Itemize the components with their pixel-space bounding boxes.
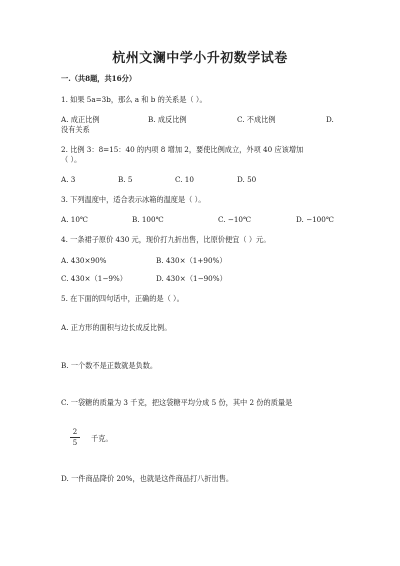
question-5-stem: 5. 在下面的四句话中，正确的是（ ）。 bbox=[61, 294, 184, 303]
question-2-option-a: A. 3 bbox=[61, 175, 76, 184]
fraction bbox=[70, 428, 80, 447]
question-3-stem: 3. 下列温度中，适合表示冰箱的温度是（ ）。 bbox=[61, 195, 206, 204]
page-title: 杭州文澜中学小升初数学试卷 bbox=[112, 51, 288, 66]
question-3-option-c: C. −10℃ bbox=[218, 215, 252, 224]
question-4-stem: 4. 一条裙子原价 430 元，现价打九折出售，比原价便宜（ ）元。 bbox=[61, 235, 271, 244]
question-5-option-d: D. 一件商品降价 20%，也就是这件商品打八折出售。 bbox=[61, 474, 234, 483]
question-3-option-b: B. 100℃ bbox=[132, 215, 164, 224]
question-4-option-d: D. 430×（1−90%） bbox=[156, 274, 227, 283]
question-2-option-d: D. 50 bbox=[237, 175, 257, 184]
question-1-stem: 1. 如果 5a=3b，那么 a 和 b 的关系是（ ）。 bbox=[61, 95, 207, 104]
question-1-option-d-text: 没有关系 bbox=[61, 125, 90, 134]
question-2-stem: 2. 比例 3：8=15：40 的内项 8 增加 2，要使比例成立，外项 40 应该增加 bbox=[61, 145, 304, 154]
question-1-option-d: D. bbox=[326, 115, 334, 124]
question-1-option-a: A. 成正比例 bbox=[61, 115, 100, 124]
question-4-option-b: B. 430×（1+90%） bbox=[156, 256, 227, 265]
fraction-bar bbox=[70, 437, 80, 438]
question-2-stem-cont: （ ）。 bbox=[61, 155, 82, 164]
section-heading: 一.（共8题，共16分） bbox=[61, 74, 137, 83]
question-1-option-c: C. 不成比例 bbox=[237, 115, 276, 124]
question-2-option-c: C. 10 bbox=[175, 175, 194, 184]
fraction-numerator: 2 bbox=[72, 428, 78, 436]
question-5-option-b: B. 一个数不是正数就是负数。 bbox=[61, 361, 158, 370]
question-4-option-a: A. 430×90% bbox=[61, 256, 107, 265]
question-5-option-c-unit: 千克。 bbox=[91, 434, 113, 443]
question-3-option-a: A. 10℃ bbox=[61, 215, 88, 224]
question-1-option-b: B. 成反比例 bbox=[148, 115, 187, 124]
question-5-option-c: C. 一袋糖的质量为 3 千克，把这袋糖平均分成 5 份，其中 2 份的质量是 bbox=[61, 398, 293, 407]
fraction-denominator: 5 bbox=[72, 439, 78, 447]
question-2-option-b: B. 5 bbox=[118, 175, 133, 184]
question-3-option-d: D. −100℃ bbox=[296, 215, 334, 224]
question-5-option-a: A. 正方形的面积与边长成反比例。 bbox=[61, 323, 172, 332]
question-4-option-c: C. 430×（1−9%） bbox=[61, 274, 127, 283]
